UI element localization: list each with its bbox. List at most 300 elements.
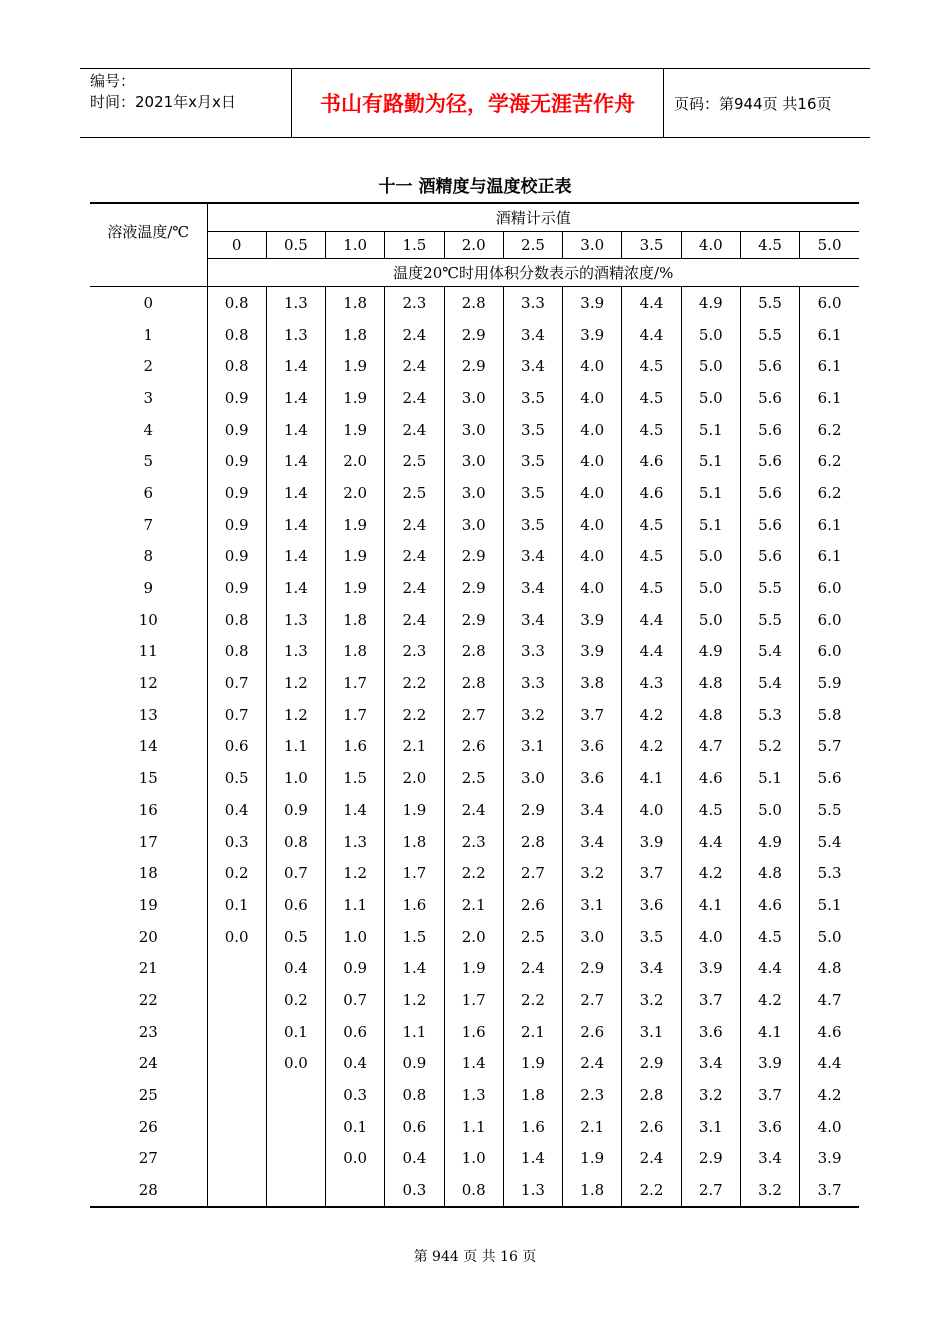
value-cell: 2.4: [385, 414, 444, 446]
value-cell: 4.6: [800, 1016, 859, 1048]
value-cell: 0.5: [266, 921, 325, 953]
value-cell: 0.6: [385, 1111, 444, 1143]
value-cell: 2.7: [444, 699, 503, 731]
value-cell: 3.3: [503, 667, 562, 699]
value-cell: 1.8: [326, 636, 385, 668]
value-cell: 2.4: [622, 1143, 681, 1175]
value-cell: 1.4: [385, 952, 444, 984]
value-cell: [207, 952, 266, 984]
value-cell: 2.9: [444, 604, 503, 636]
value-cell: [207, 1079, 266, 1111]
value-cell: 3.1: [503, 731, 562, 763]
value-cell: 1.8: [503, 1079, 562, 1111]
value-cell: 4.0: [800, 1111, 859, 1143]
value-cell: 2.3: [385, 287, 444, 319]
value-cell: 3.4: [503, 604, 562, 636]
temperature-cell: 13: [138, 705, 158, 724]
value-cell: 1.1: [444, 1111, 503, 1143]
value-cell: 1.0: [444, 1143, 503, 1175]
value-cell: 5.0: [681, 572, 740, 604]
value-cell: 2.7: [681, 1174, 740, 1207]
value-cell: 5.5: [740, 572, 799, 604]
value-cell: 4.0: [563, 572, 622, 604]
value-cell: 3.9: [800, 1143, 859, 1175]
value-cell: 4.4: [800, 1048, 859, 1080]
value-cell: 1.1: [266, 731, 325, 763]
value-cell: 4.1: [740, 1016, 799, 1048]
value-cell: 3.2: [740, 1174, 799, 1207]
value-cell: 2.6: [444, 731, 503, 763]
value-cell: 3.4: [503, 572, 562, 604]
value-cell: 3.9: [622, 826, 681, 858]
value-cell: 5.1: [681, 509, 740, 541]
value-cell: 3.4: [740, 1143, 799, 1175]
value-cell: 3.2: [503, 699, 562, 731]
value-cell: 3.7: [800, 1174, 859, 1207]
value-cell: 3.1: [563, 889, 622, 921]
table-row: [90, 667, 859, 699]
value-cell: 1.4: [266, 382, 325, 414]
value-cell: 1.3: [266, 636, 325, 668]
value-cell: 0.7: [207, 667, 266, 699]
value-cell: 6.0: [800, 636, 859, 668]
value-cell: 2.4: [385, 572, 444, 604]
value-cell: 5.0: [681, 541, 740, 573]
value-cell: 3.0: [444, 477, 503, 509]
value-cell: 6.1: [800, 319, 859, 351]
value-cell: 3.1: [622, 1016, 681, 1048]
table-row: [90, 1048, 859, 1080]
value-cell: [207, 1111, 266, 1143]
sub-header: 温度20℃时用体积分数表示的酒精浓度/%: [207, 259, 859, 287]
value-cell: 0.1: [326, 1111, 385, 1143]
value-cell: 3.1: [681, 1111, 740, 1143]
value-cell: 4.1: [681, 889, 740, 921]
value-cell: 3.7: [740, 1079, 799, 1111]
value-cell: 2.4: [563, 1048, 622, 1080]
temperature-cell: 15: [138, 769, 158, 788]
value-cell: 3.0: [444, 509, 503, 541]
table-row: [90, 857, 859, 889]
value-cell: 1.9: [563, 1143, 622, 1175]
value-cell: 1.3: [266, 319, 325, 351]
value-cell: 2.4: [385, 604, 444, 636]
value-cell: 2.6: [622, 1111, 681, 1143]
table-row: [90, 889, 859, 921]
value-cell: 3.5: [503, 509, 562, 541]
value-cell: 1.1: [385, 1016, 444, 1048]
value-cell: 2.4: [444, 794, 503, 826]
value-cell: 4.0: [563, 414, 622, 446]
value-cell: 4.2: [681, 857, 740, 889]
value-cell: 0.3: [207, 826, 266, 858]
value-cell: 4.2: [622, 699, 681, 731]
column-header: 2.5: [503, 232, 562, 259]
value-cell: 2.4: [385, 382, 444, 414]
table-row: [90, 541, 859, 573]
value-cell: 1.9: [326, 541, 385, 573]
value-cell: 3.3: [503, 287, 562, 319]
table-row: [90, 1111, 859, 1143]
value-cell: 5.4: [800, 826, 859, 858]
value-cell: 0.8: [207, 604, 266, 636]
value-cell: 2.3: [385, 636, 444, 668]
value-cell: 2.9: [444, 350, 503, 382]
value-cell: 0.8: [444, 1174, 503, 1207]
value-cell: 2.2: [622, 1174, 681, 1207]
value-cell: 4.6: [681, 762, 740, 794]
value-cell: 4.4: [740, 952, 799, 984]
value-cell: 3.0: [503, 762, 562, 794]
temperature-cell: 28: [90, 1174, 207, 1207]
temperature-cell: 17: [138, 832, 158, 851]
value-cell: 5.5: [740, 287, 799, 319]
value-cell: 5.5: [740, 319, 799, 351]
value-cell: 3.5: [503, 382, 562, 414]
value-cell: 4.4: [622, 319, 681, 351]
value-cell: 1.0: [266, 762, 325, 794]
value-cell: 4.9: [740, 826, 799, 858]
temperature-cell: 9: [143, 579, 154, 598]
value-cell: 1.6: [503, 1111, 562, 1143]
value-cell: 4.4: [622, 636, 681, 668]
value-cell: 0.4: [326, 1048, 385, 1080]
value-cell: 0.2: [266, 984, 325, 1016]
value-cell: 5.6: [740, 477, 799, 509]
table-row: [90, 414, 859, 446]
value-cell: 0.8: [207, 287, 266, 319]
value-cell: 4.0: [622, 794, 681, 826]
value-cell: 0.9: [207, 382, 266, 414]
value-cell: 5.6: [740, 414, 799, 446]
temperature-cell: 2: [143, 357, 154, 376]
value-cell: 2.5: [503, 921, 562, 953]
value-cell: 0.0: [326, 1143, 385, 1175]
value-cell: 4.1: [622, 762, 681, 794]
value-cell: 4.2: [740, 984, 799, 1016]
table-row: [90, 731, 859, 763]
value-cell: 4.0: [681, 921, 740, 953]
column-header: 5.0: [800, 232, 859, 259]
value-cell: 1.2: [266, 699, 325, 731]
row-header-spacer: [90, 259, 207, 287]
table-row: [90, 826, 859, 858]
value-cell: 0.9: [326, 952, 385, 984]
value-cell: 1.4: [266, 350, 325, 382]
temperature-cell: 20: [138, 927, 158, 946]
table-row: [90, 350, 859, 382]
temperature-cell: 23: [138, 1022, 158, 1041]
temperature-cell: 5: [143, 452, 154, 471]
value-cell: 3.2: [622, 984, 681, 1016]
temperature-cell: 0: [143, 293, 154, 312]
value-cell: 2.9: [444, 541, 503, 573]
value-cell: 0.6: [266, 889, 325, 921]
value-cell: 0.9: [207, 477, 266, 509]
value-cell: 2.2: [385, 667, 444, 699]
table-body: [90, 287, 859, 1207]
value-cell: 6.1: [800, 382, 859, 414]
value-cell: 5.1: [740, 762, 799, 794]
value-cell: 2.4: [385, 350, 444, 382]
value-cell: [326, 1174, 385, 1207]
value-cell: 4.2: [622, 731, 681, 763]
value-cell: 0.7: [207, 699, 266, 731]
value-cell: 1.4: [266, 477, 325, 509]
value-cell: 4.0: [563, 350, 622, 382]
value-cell: [207, 1143, 266, 1175]
value-cell: 4.0: [563, 445, 622, 477]
value-cell: 4.0: [563, 509, 622, 541]
value-cell: 4.8: [800, 952, 859, 984]
value-cell: 4.3: [622, 667, 681, 699]
value-cell: 4.8: [681, 667, 740, 699]
temperature-cell: 4: [143, 420, 154, 439]
temperature-cell: 22: [138, 990, 158, 1009]
table-row: [90, 604, 859, 636]
value-cell: 6.1: [800, 350, 859, 382]
value-cell: 1.7: [385, 857, 444, 889]
value-cell: 2.9: [622, 1048, 681, 1080]
value-cell: 2.3: [444, 826, 503, 858]
column-header: 0.5: [266, 232, 325, 259]
column-header: 4.0: [681, 232, 740, 259]
value-cell: 3.5: [503, 445, 562, 477]
value-cell: 3.2: [563, 857, 622, 889]
value-cell: 5.7: [800, 731, 859, 763]
value-cell: 2.8: [444, 287, 503, 319]
temperature-cell: 26: [138, 1117, 158, 1136]
value-cell: 0.7: [326, 984, 385, 1016]
column-header: 1.0: [326, 232, 385, 259]
column-header: 4.5: [740, 232, 799, 259]
value-cell: 2.1: [503, 1016, 562, 1048]
value-cell: 0.8: [385, 1079, 444, 1111]
temperature-cell: 10: [138, 610, 158, 629]
value-cell: 2.1: [444, 889, 503, 921]
value-cell: 3.6: [681, 1016, 740, 1048]
table-row: [90, 636, 859, 668]
table-row: [90, 1016, 859, 1048]
value-cell: 5.4: [740, 636, 799, 668]
value-cell: 5.8: [800, 699, 859, 731]
table-row: [90, 794, 859, 826]
value-cell: [266, 1143, 325, 1175]
table-row: [90, 319, 859, 351]
value-cell: 0.4: [266, 952, 325, 984]
value-cell: 0.7: [266, 857, 325, 889]
value-cell: 3.5: [503, 414, 562, 446]
value-cell: 4.0: [563, 541, 622, 573]
value-cell: 3.9: [563, 287, 622, 319]
value-cell: 3.4: [563, 826, 622, 858]
value-cell: 0.0: [266, 1048, 325, 1080]
value-cell: 4.7: [681, 731, 740, 763]
temperature-cell: 12: [138, 674, 158, 693]
value-cell: 4.6: [622, 445, 681, 477]
value-cell: 0.3: [326, 1079, 385, 1111]
temperature-cell: 27: [138, 1149, 158, 1168]
value-cell: 1.9: [326, 572, 385, 604]
value-cell: 3.2: [681, 1079, 740, 1111]
value-cell: 0.1: [266, 1016, 325, 1048]
value-cell: [207, 1174, 266, 1207]
value-cell: 4.2: [800, 1079, 859, 1111]
temperature-cell: 3: [143, 388, 154, 407]
column-header: 1.5: [385, 232, 444, 259]
correction-table: [90, 202, 859, 1208]
time-label: 时间：2021年x月x日: [90, 93, 236, 111]
value-cell: 1.5: [326, 762, 385, 794]
value-cell: 3.9: [740, 1048, 799, 1080]
value-cell: 2.0: [385, 762, 444, 794]
value-cell: 2.9: [681, 1143, 740, 1175]
value-cell: 2.4: [503, 952, 562, 984]
value-cell: 1.9: [326, 350, 385, 382]
table-row: [90, 762, 859, 794]
value-cell: 1.7: [326, 667, 385, 699]
value-cell: 3.9: [563, 636, 622, 668]
value-cell: 2.8: [444, 636, 503, 668]
value-cell: 1.4: [266, 572, 325, 604]
value-cell: 4.0: [563, 382, 622, 414]
column-header: 0: [207, 232, 266, 259]
value-cell: 2.4: [385, 319, 444, 351]
value-cell: [266, 1079, 325, 1111]
value-cell: 1.2: [385, 984, 444, 1016]
value-cell: 4.5: [622, 541, 681, 573]
value-cell: 1.7: [326, 699, 385, 731]
value-cell: 1.9: [385, 794, 444, 826]
value-cell: 1.4: [266, 414, 325, 446]
value-cell: 4.7: [800, 984, 859, 1016]
value-cell: 2.0: [444, 921, 503, 953]
group-header: 酒精计示值: [207, 203, 859, 232]
value-cell: 4.8: [681, 699, 740, 731]
value-cell: 1.9: [444, 952, 503, 984]
value-cell: 5.6: [740, 350, 799, 382]
value-cell: 3.6: [622, 889, 681, 921]
number-label: 编号：: [90, 72, 136, 90]
value-cell: 2.6: [563, 1016, 622, 1048]
value-cell: 5.1: [681, 477, 740, 509]
value-cell: 2.8: [444, 667, 503, 699]
value-cell: 2.5: [385, 445, 444, 477]
value-cell: 3.7: [681, 984, 740, 1016]
value-cell: 5.4: [740, 667, 799, 699]
table-row: [90, 921, 859, 953]
value-cell: 1.8: [326, 319, 385, 351]
column-header: 3.0: [563, 232, 622, 259]
table-row: [90, 699, 859, 731]
page-header: [80, 68, 870, 138]
value-cell: 2.1: [563, 1111, 622, 1143]
value-cell: 2.7: [503, 857, 562, 889]
value-cell: 3.4: [563, 794, 622, 826]
value-cell: 4.5: [622, 572, 681, 604]
value-cell: 0.4: [385, 1143, 444, 1175]
value-cell: 4.4: [622, 604, 681, 636]
value-cell: 0.9: [207, 414, 266, 446]
value-cell: 5.1: [681, 445, 740, 477]
value-cell: 1.9: [326, 509, 385, 541]
value-cell: 4.8: [740, 857, 799, 889]
value-cell: 2.0: [326, 445, 385, 477]
value-cell: 2.9: [444, 572, 503, 604]
value-cell: 4.5: [622, 350, 681, 382]
value-cell: 6.1: [800, 541, 859, 573]
value-cell: 3.9: [563, 604, 622, 636]
value-cell: 4.4: [681, 826, 740, 858]
value-cell: 4.5: [740, 921, 799, 953]
value-cell: 1.9: [503, 1048, 562, 1080]
value-cell: 4.0: [563, 477, 622, 509]
value-cell: 3.4: [503, 319, 562, 351]
value-cell: 5.6: [740, 509, 799, 541]
column-header: 2.0: [444, 232, 503, 259]
value-cell: 3.9: [681, 952, 740, 984]
value-cell: 5.1: [681, 414, 740, 446]
table-row: [90, 984, 859, 1016]
value-cell: 0.9: [207, 572, 266, 604]
value-cell: 6.0: [800, 287, 859, 319]
value-cell: 0.9: [266, 794, 325, 826]
value-cell: 5.0: [681, 350, 740, 382]
temperature-cell: 21: [138, 959, 158, 978]
value-cell: 1.9: [326, 414, 385, 446]
value-cell: 3.7: [622, 857, 681, 889]
table-title: 十一 酒精度与温度校正表: [378, 177, 572, 197]
value-cell: 5.9: [800, 667, 859, 699]
value-cell: 0.0: [207, 921, 266, 953]
value-cell: 2.6: [503, 889, 562, 921]
value-cell: 6.2: [800, 445, 859, 477]
value-cell: 4.5: [622, 509, 681, 541]
table-row: [90, 1174, 859, 1207]
value-cell: 1.4: [266, 445, 325, 477]
value-cell: 1.4: [266, 509, 325, 541]
value-cell: 2.5: [385, 477, 444, 509]
value-cell: 0.6: [207, 731, 266, 763]
value-cell: 1.8: [326, 604, 385, 636]
value-cell: 0.4: [207, 794, 266, 826]
value-cell: 1.2: [266, 667, 325, 699]
value-cell: 0.6: [326, 1016, 385, 1048]
value-cell: 0.3: [385, 1174, 444, 1207]
value-cell: 5.0: [681, 319, 740, 351]
value-cell: 1.8: [326, 287, 385, 319]
value-cell: 0.9: [207, 541, 266, 573]
value-cell: [207, 1016, 266, 1048]
table-row: [90, 1143, 859, 1175]
value-cell: 0.5: [207, 762, 266, 794]
temperature-cell: 24: [138, 1054, 158, 1073]
value-cell: 1.6: [385, 889, 444, 921]
value-cell: 1.1: [326, 889, 385, 921]
value-cell: 6.2: [800, 414, 859, 446]
value-cell: 3.4: [503, 350, 562, 382]
value-cell: 2.4: [385, 509, 444, 541]
value-cell: 3.4: [681, 1048, 740, 1080]
value-cell: 0.9: [207, 509, 266, 541]
value-cell: 6.0: [800, 604, 859, 636]
value-cell: 3.3: [503, 636, 562, 668]
table-row: [90, 287, 859, 319]
value-cell: 3.0: [563, 921, 622, 953]
value-cell: 5.0: [681, 382, 740, 414]
table-row: [90, 477, 859, 509]
value-cell: [266, 1111, 325, 1143]
